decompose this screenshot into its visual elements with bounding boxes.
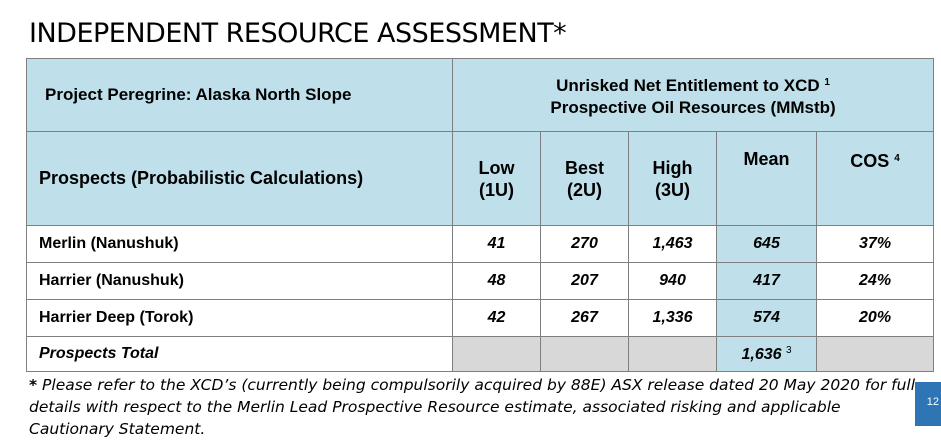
total-empty-cell <box>629 337 717 372</box>
col-high-header <box>629 132 717 226</box>
resource-table <box>26 58 934 372</box>
col-high-line2: (3U) <box>655 179 690 200</box>
footnote-star: * <box>29 376 38 394</box>
project-label: Project Peregrine: Alaska North Slope <box>27 59 453 132</box>
best-value: 207 <box>541 263 629 300</box>
total-mean-sup: 3 <box>785 344 792 356</box>
unrisked-line2: Prospective Oil Resources (MMstb) <box>550 97 836 117</box>
table-row <box>27 226 934 263</box>
col-cos-line1: COS <box>850 151 890 171</box>
col-best-line2: (2U) <box>567 179 602 200</box>
col-cos-header <box>817 132 934 226</box>
high-value: 940 <box>629 263 717 300</box>
cos-value: 24% <box>817 263 934 300</box>
col-high-line1: High <box>652 157 693 178</box>
best-value: 270 <box>541 226 629 263</box>
cos-value: 20% <box>817 300 934 337</box>
total-empty-cell <box>817 337 934 372</box>
col-low-header <box>453 132 541 226</box>
unrisked-line1: Unrisked Net Entitlement to XCD <box>556 75 820 95</box>
mean-value: 574 <box>717 300 817 337</box>
col-best-line1: Best <box>564 157 604 178</box>
prospect-name: Merlin (Nanushuk) <box>27 226 453 263</box>
col-mean-line1: Mean <box>743 149 790 169</box>
mean-value: 645 <box>717 226 817 263</box>
col-low-line2: (1U) <box>479 179 514 200</box>
high-value: 1,463 <box>629 226 717 263</box>
footnote <box>29 374 919 440</box>
prospect-name: Harrier Deep (Torok) <box>27 300 453 337</box>
total-row <box>27 337 934 372</box>
total-empty-cell <box>453 337 541 372</box>
prospects-header: Prospects (Probabilistic Calculations) <box>27 132 453 226</box>
col-low-line1: Low <box>478 157 515 178</box>
total-label: Prospects Total <box>27 337 453 372</box>
total-mean-number: 1,636 <box>741 345 782 363</box>
low-value: 41 <box>453 226 541 263</box>
col-best-header <box>541 132 629 226</box>
page-number-badge: 12 <box>915 382 941 426</box>
best-value: 267 <box>541 300 629 337</box>
cos-value: 37% <box>817 226 934 263</box>
total-mean-value <box>717 337 817 372</box>
table-header-row-2 <box>27 132 934 226</box>
mean-value: 417 <box>717 263 817 300</box>
page-title: INDEPENDENT RESOURCE ASSESSMENT* <box>29 18 567 49</box>
col-mean-header <box>717 132 817 226</box>
prospect-name: Harrier (Nanushuk) <box>27 263 453 300</box>
table-header-row-1 <box>27 59 934 132</box>
high-value: 1,336 <box>629 300 717 337</box>
unrisked-header <box>453 59 934 132</box>
table-row <box>27 263 934 300</box>
col-cos-sup: 4 <box>894 153 900 164</box>
footnote-text: Please refer to the XCD’s (currently being compulsorily acquired by 88E) ASX release dated 20 May 2020 for full details with respect to the Merlin Lead Prospective Resource estimate, associated risking and applicable Cautionary Statement. <box>29 376 916 438</box>
table-row <box>27 300 934 337</box>
total-empty-cell <box>541 337 629 372</box>
unrisked-sup: 1 <box>824 76 830 88</box>
low-value: 48 <box>453 263 541 300</box>
low-value: 42 <box>453 300 541 337</box>
